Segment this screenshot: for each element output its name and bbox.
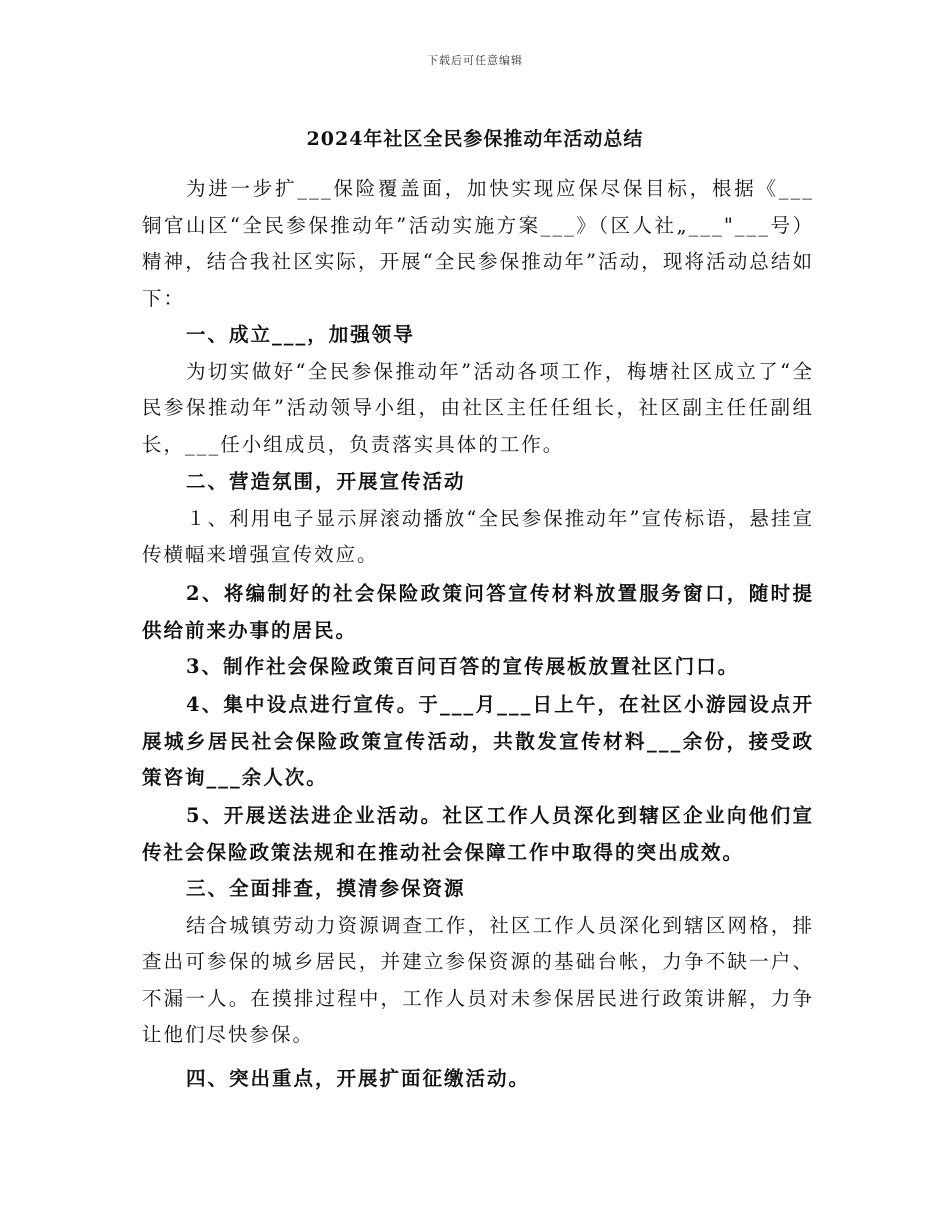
section-2-item-4: 4、集中设点进行宣传。于___月___日上午，在社区小游园设点开展城乡居民社会保险政策宣传活动，共散发宣传材料___余份，接受政策咨询___余人次。 bbox=[142, 693, 814, 789]
intro-paragraph bbox=[142, 171, 814, 317]
section-4 bbox=[142, 1061, 814, 1098]
header-note: 下载后可任意编辑 bbox=[427, 54, 523, 67]
section-1-heading: 一、成立___，加强领导 bbox=[186, 323, 415, 346]
section-2 bbox=[142, 464, 814, 574]
section-2-item-2: 2、将编制好的社会保险政策问答宣传材料放置服务窗口，随时提供给前来办事的居民。 bbox=[142, 582, 814, 642]
section-2-item-3: 3、制作社会保险政策百问百答的宣传展板放置社区门口。 bbox=[186, 655, 740, 678]
section-2-item-5-wrap bbox=[142, 798, 814, 871]
section-3-body: 结合城镇劳动力资源调查工作，社区工作人员深化到辖区网格，排查出可参保的城乡居民，并建立参保资源的基础台帐，力争不缺一户、不漏一人。在摸排过程中，工作人员对未参保居民进行政策讲解，力争让他们尽快参保。 bbox=[142, 913, 814, 1046]
intro-text: 为进一步扩___保险覆盖面，加快实现应保尽保目标，根据《___铜官山区“全民参保推动年”活动实施方案___》（区人社„___"___号）精神，结合我社区实际，开展“全民参保推动年”活动，现将活动总结如下： bbox=[142, 177, 814, 310]
section-2-item-5: 5、开展送法进企业活动。社区工作人员深化到辖区企业向他们宣传社会保险政策法规和在推动社会保障工作中取得的突出成效。 bbox=[142, 804, 814, 864]
section-1-body: 为切实做好“全民参保推动年”活动各项工作，梅塘社区成立了“全民参保推动年”活动领导小组，由社区主任任组长，社区副主任任副组长，___任小组成员，负责落实具体的工作。 bbox=[142, 359, 814, 456]
section-3 bbox=[142, 871, 814, 1054]
section-3-heading: 三、全面排查，摸清参保资源 bbox=[186, 877, 466, 900]
section-2-item-3-wrap bbox=[142, 649, 814, 686]
section-2-heading: 二、营造氛围，开展宣传活动 bbox=[186, 470, 466, 493]
section-2-bold-items bbox=[142, 576, 814, 649]
section-4-heading: 四、突出重点，开展扩面征缴活动。 bbox=[186, 1067, 531, 1090]
section-2-item-1: １、利用电子显示屏滚动播放“全民参保推动年”宣传标语，悬挂宣传横幅来增强宣传效应。 bbox=[142, 506, 814, 566]
document-title: 2024年社区全民参保推动年活动总结 bbox=[306, 128, 644, 150]
section-1 bbox=[142, 317, 814, 463]
section-2-item-4-wrap bbox=[142, 687, 814, 797]
